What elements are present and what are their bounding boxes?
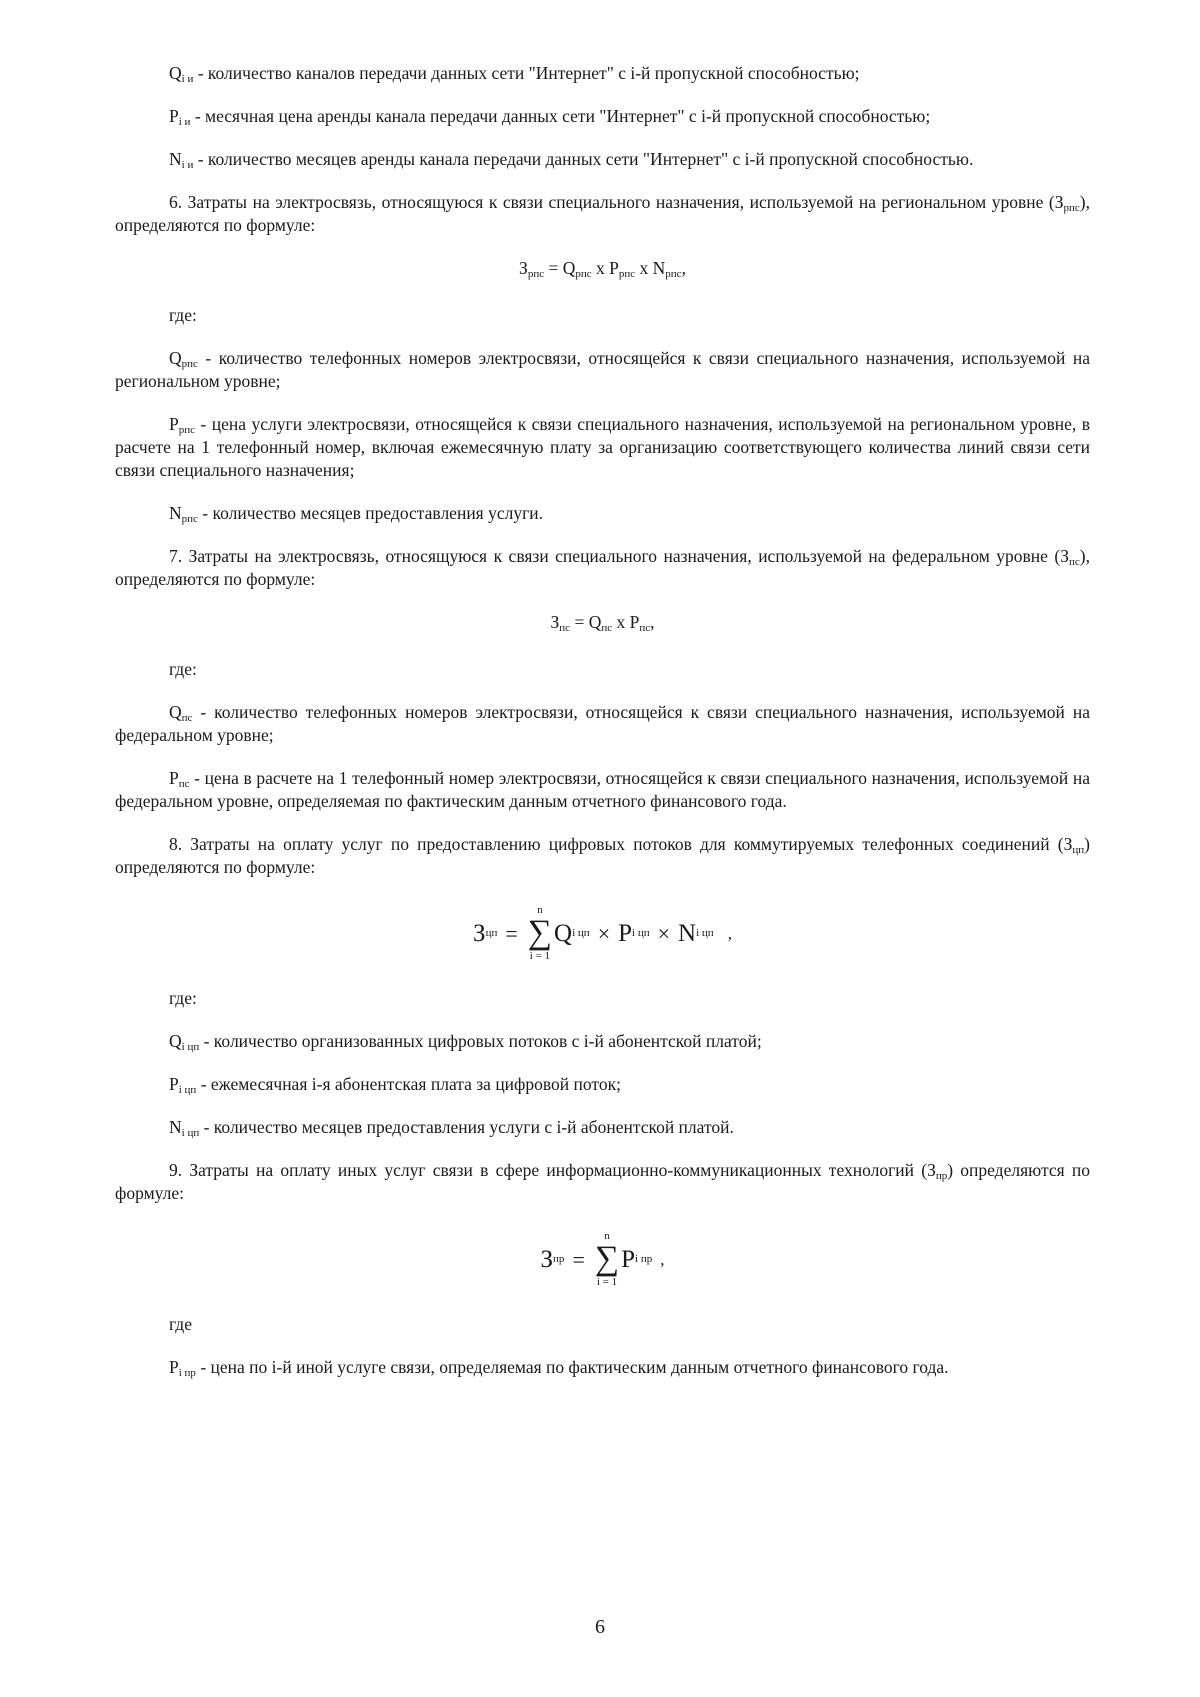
paragraph-8: [115, 833, 1090, 879]
sum-lower-limit: i = 1: [529, 950, 551, 962]
paragraph-text: ), определяются по формуле:: [115, 546, 1090, 589]
symbol: N: [169, 149, 182, 169]
paragraph-text: 6. Затраты на электросвязь, относящуюся к связи специального назначения, используемой на региональном уровне (З: [169, 192, 1064, 212]
subscript: рпс: [665, 268, 682, 280]
paragraph-text: 8. Затраты на оплату услуг по предоставлению цифровых потоков для коммутируемых телефонных соединений (З: [169, 834, 1073, 854]
summation-sign: [595, 1230, 619, 1288]
formula-operator: x: [612, 612, 630, 632]
subscript: i цп: [181, 1041, 200, 1053]
symbol: Q: [169, 63, 182, 83]
sum-upper-limit: n: [537, 904, 543, 916]
definition-text: - количество организованных цифровых потоков с i-й абонентской платой;: [199, 1031, 762, 1051]
subscript: рпс: [181, 358, 198, 370]
definition-text: - месячная цена аренды канала передачи данных сети "Интернет" с i-й пропускной способностью;: [190, 106, 931, 126]
sum-lower-limit: i = 1: [596, 1276, 618, 1288]
where-label: где:: [169, 659, 197, 679]
formula-7: [115, 611, 1090, 634]
formula-punct: ,: [681, 258, 686, 278]
subscript: i цп: [181, 1127, 200, 1139]
subscript: i пр: [178, 1367, 196, 1379]
formula-symbol: P: [618, 919, 633, 947]
def-q-tsp: [115, 1030, 1090, 1053]
subscript: i и: [181, 73, 194, 85]
def-p-ps: [115, 767, 1090, 813]
subscript: цп: [1072, 844, 1085, 856]
formula-operator: x: [591, 258, 610, 278]
paragraph-text: 7. Затраты на электросвязь, относящуюся к связи специального назначения, используемой на федеральном уровне (З: [169, 546, 1070, 566]
symbol: N: [169, 1117, 182, 1137]
subscript: пр: [935, 1170, 948, 1182]
formula-operator: ×: [597, 920, 611, 946]
subscript: пс: [559, 622, 571, 634]
subscript: пр: [553, 1252, 565, 1265]
definition-text: - количество месяцев предоставления услуги.: [197, 503, 544, 523]
formula-symbol: З: [519, 258, 528, 278]
formula-6: [115, 257, 1090, 280]
paragraph-text: 9. Затраты на оплату иных услуг связи в сфере информационно-коммуникационных технологий (З: [169, 1160, 936, 1180]
formula-symbol: N: [652, 258, 666, 278]
formula-operator: =: [570, 612, 589, 632]
subscript: рпс: [178, 424, 196, 436]
formula-symbol: З: [540, 1245, 554, 1273]
def-n-rps: [115, 502, 1090, 525]
subscript: цп: [485, 926, 498, 939]
symbol: P: [169, 106, 179, 126]
def-p-i-i: [115, 105, 1090, 128]
symbol: Q: [169, 702, 182, 722]
page-number: 6: [595, 1616, 605, 1638]
def-p-tsp: [115, 1073, 1090, 1096]
def-q-ps: [115, 701, 1090, 747]
symbol: P: [169, 414, 179, 434]
formula-punct: ,: [650, 612, 655, 632]
formula-symbol: P: [609, 258, 619, 278]
subscript: рпс: [181, 513, 198, 525]
definition-text: - цена по i-й иной услуге связи, определяемая по фактическим данным отчетного финансового года.: [195, 1357, 949, 1377]
paragraph-text: ) определяются по формуле:: [115, 834, 1090, 877]
definition-text: - цена услуги электросвязи, относящейся к связи специального назначения, используемой на региональном уровне, в расчете на 1 телефонный номер, включая ежемесячную плату за организацию соответствующего количества линий связи сети связи специального назначения;: [115, 414, 1090, 480]
def-n-tsp: [115, 1116, 1090, 1139]
subscript: i и: [178, 116, 191, 128]
subscript: пс: [178, 778, 190, 790]
subscript: рпс: [618, 268, 636, 280]
formula-8: [115, 899, 1090, 967]
definition-text: - количество телефонных номеров электросвязи, относящейся к связи специального назначения, используемой на федеральном уровне;: [115, 702, 1090, 745]
subscript: i и: [181, 159, 194, 171]
document-page: [115, 62, 1090, 1399]
definition-text: - количество месяцев аренды канала передачи данных сети "Интернет" с i-й пропускной способностью.: [193, 149, 974, 169]
subscript: рпс: [527, 268, 545, 280]
formula-symbol: З: [473, 919, 486, 947]
def-q-i-i: [115, 62, 1090, 85]
definition-text: - количество каналов передачи данных сети "Интернет" с i-й пропускной способностью;: [193, 63, 860, 83]
formula-symbol: Q: [554, 919, 573, 947]
paragraph-text: ), определяются по формуле:: [115, 192, 1090, 235]
definition-text: - количество месяцев предоставления услуги с i-й абонентской платой.: [199, 1117, 734, 1137]
subscript: i цп: [572, 926, 590, 939]
symbol: P: [169, 1357, 179, 1377]
where-label: где:: [169, 988, 197, 1008]
subscript: пс: [181, 712, 193, 724]
def-q-rps: [115, 347, 1090, 393]
symbol: Q: [169, 348, 182, 368]
subscript: i пр: [635, 1252, 653, 1265]
symbol: P: [169, 1074, 179, 1094]
subscript: пс: [601, 622, 613, 634]
subscript: i цп: [632, 926, 650, 939]
paragraph-6: [115, 191, 1090, 237]
paragraph-text: ) определяются по формуле:: [115, 1160, 1090, 1203]
formula-symbol: З: [550, 612, 560, 632]
paragraph-9: [115, 1159, 1090, 1205]
where-label: где:: [169, 305, 197, 325]
formula-operator: =: [505, 920, 518, 946]
def-p-pr: [115, 1356, 1090, 1379]
sigma-symbol: ∑: [527, 914, 553, 951]
definition-text: - количество телефонных номеров электросвязи, относящейся к связи специального назначения, используемой на региональном уровне;: [115, 348, 1090, 391]
formula-operator: =: [544, 258, 563, 278]
sigma-symbol: ∑: [594, 1240, 620, 1277]
formula-symbol: Q: [562, 258, 576, 278]
formula-punct: ,: [660, 1249, 665, 1269]
def-n-i-i: [115, 148, 1090, 171]
subscript: i цп: [696, 926, 714, 939]
def-p-rps: [115, 413, 1090, 482]
formula-9: [115, 1225, 1090, 1293]
paragraph-7: [115, 545, 1090, 591]
subscript: пс: [639, 622, 651, 634]
formula-operator: x: [635, 258, 653, 278]
subscript: рпс: [575, 268, 592, 280]
summation-sign: [528, 904, 552, 962]
sum-upper-limit: n: [604, 1230, 610, 1242]
formula-symbol: N: [678, 919, 697, 947]
formula-operator: =: [572, 1246, 585, 1272]
formula-symbol: P: [629, 612, 640, 632]
subscript: рпс: [1063, 202, 1080, 214]
symbol: Q: [169, 1031, 182, 1051]
where-label: где: [169, 1314, 192, 1334]
formula-punct: ,: [727, 923, 732, 943]
subscript: i цп: [178, 1084, 197, 1096]
definition-text: - ежемесячная i-я абонентская плата за цифровой поток;: [196, 1074, 621, 1094]
symbol: P: [169, 768, 179, 788]
formula-symbol: Q: [588, 612, 602, 632]
symbol: N: [169, 503, 182, 523]
formula-symbol: P: [621, 1245, 636, 1273]
formula-operator: ×: [657, 920, 671, 946]
definition-text: - цена в расчете на 1 телефонный номер электросвязи, относящейся к связи специального назначения, используемой на федеральном уровне, определяемая по фактическим данным отчетного финансового года.: [115, 768, 1090, 811]
subscript: пс: [1069, 556, 1080, 568]
